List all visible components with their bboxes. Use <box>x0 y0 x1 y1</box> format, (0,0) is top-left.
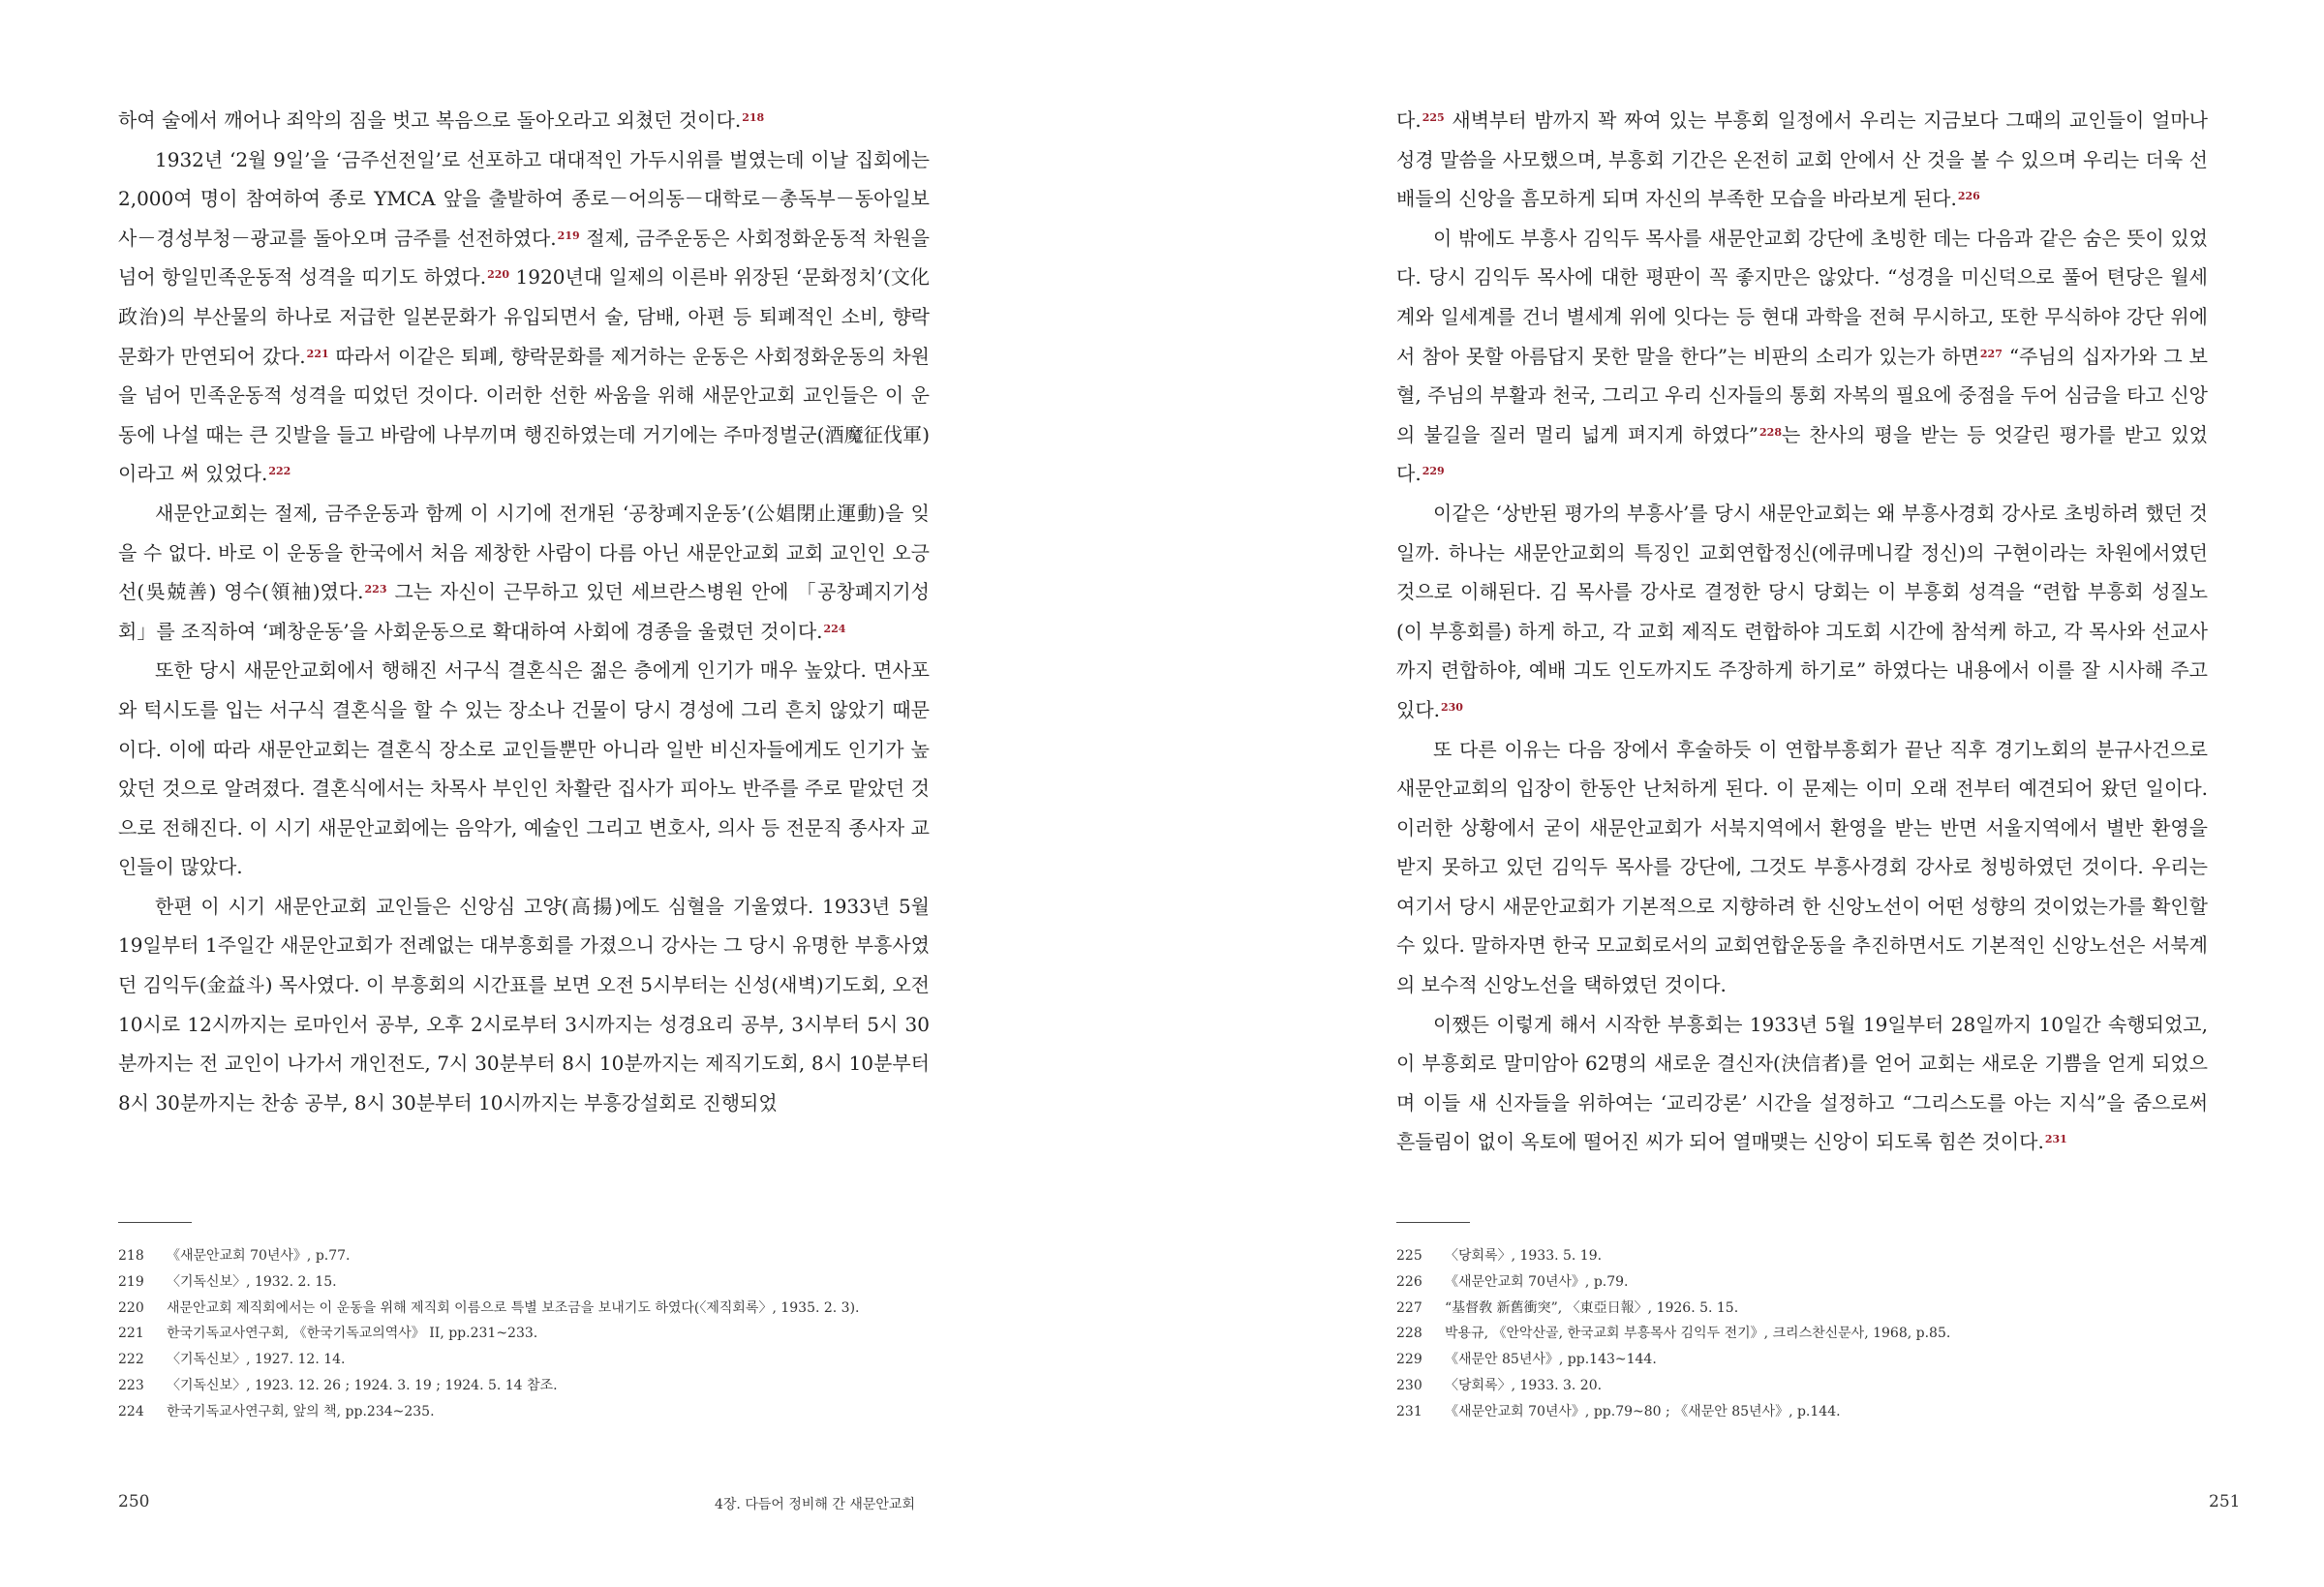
footnote-ref[interactable]: 228 <box>1759 425 1782 439</box>
right-footnotes <box>1396 1243 2210 1425</box>
right-body-text <box>1396 101 2208 1162</box>
paragraph: 또 다른 이유는 다음 장에서 후술하듯 이 연합부흥회가 끝난 직후 경기노회의 분규사건으로 새문안교회의 입장이 한동안 난처하게 된다. 이 문제는 이미 오래 전부터 예견되어 왔던 일이다. 이러한 상황에서 굳이 새문안교회가 서북지역에서 환영을 받는 반면 서울지역에서 별반 환영을 받지 못하고 있던 김익두 목사를 강단에, 그것도 부흥사경회 강사로 청빙하였던 것이다. 우리는 여기서 당시 새문안교회가 기본적으로 지향하려 한 신앙노선이 어떤 성향의 것이었는가를 확인할 수 있다. 말하자면 한국 모교회로서의 교회연합운동을 추진하면서도 기본적인 신앙노선은 서북계의 보수적 신앙노선을 택하였던 것이다. <box>1396 737 2208 997</box>
footnote: 224 한국기독교사연구회, 앞의 책, pp.234~235. <box>118 1403 435 1419</box>
footnote: 218 《새문안교회 70년사》, p.77. <box>118 1248 351 1264</box>
paragraph: 한편 이 시기 새문안교회 교인들은 신앙심 고양(高揚)에도 심혈을 기울였다. 1933년 5월 19일부터 1주일간 새문안교회가 전례없는 대부흥회를 가졌으니 강사는 그 당시 유명한 부흥사였던 김익두(金益斗) 목사였다. 이 부흥회의 시간표를 보면 오전 5시부터는 신성(새벽)기도회, 오전 10시로 12시까지는 로마인서 공부, 오후 2시로부터 3시까지는 성경요리 공부, 3시부터 5시 30분까지는 전 교인이 나가서 개인전도, 7시 30분부터 8시 10분까지는 제직기도회, 8시 10분부터 8시 30분까지는 찬송 공부, 8시 30분부터 10시까지는 부흥강설회로 진행되었 <box>118 894 930 1114</box>
footnote-ref[interactable]: 221 <box>306 347 329 360</box>
paragraph: 1932년 ‘2월 9일’을 ‘금주선전일’로 선포하고 대대적인 가두시위를 벌였는데 이날 집회에는 2,000여 명이 참여하여 종로 YMCA 앞을 출발하여 종로－어의동－대학로－총독부－동아일보사－경성부청－광교를 돌아오며 금주를 선전하였다.$^{219}$ 절제, 금주운동은 사회정화운동적 차원을 넘어 항일민족운동적 성격을 띠기도 하였다.$^{220}$ 1920년대 일제의 이른바 위장된 ‘문화정치’(文化政治)의 부산물의 하나로 저급한 일본문화가 유입되면서 술, 담배, 아편 등 퇴폐적인 소비, 향락문화가 만연되어 갔다.$^{221}$ 따라서 이같은 퇴폐, 향락문화를 제거하는 운동은 사회정화운동의 차원을 넘어 민족운동적 성격을 띠었던 것이다. 이러한 선한 싸움을 위해 새문안교회 교인들은 이 운동에 나설 때는 큰 깃발을 들고 바람에 나부끼며 행진하였는데 거기에는 주마정벌군(酒魔征伐軍)이라고 써 있었다.$^{222}$ <box>118 147 930 486</box>
left-body-text <box>118 101 930 1122</box>
footnote: 221 한국기독교사연구회, 《한국기독교의역사》 II, pp.231~233. <box>118 1326 538 1342</box>
footnote-ref[interactable]: 231 <box>2044 1133 2067 1146</box>
footnote-ref[interactable]: 218 <box>742 111 765 124</box>
footnote: 231 《새문안교회 70년사》, pp.79~80 ; 《새문안 85년사》, p.144. <box>1396 1403 1841 1419</box>
footnote: 227 “基督敎 新舊衝突”, 〈東亞日報〉, 1926. 5. 15. <box>1396 1299 1739 1316</box>
footnote-ref[interactable]: 224 <box>823 622 846 635</box>
paragraph: 또한 당시 새문안교회에서 행해진 서구식 결혼식은 젊은 층에게 인기가 매우 높았다. 면사포와 턱시도를 입는 서구식 결혼식을 할 수 있는 장소나 건물이 당시 경성에 그리 흔치 않았기 때문이다. 이에 따라 새문안교회는 결혼식 장소로 교인들뿐만 아니라 일반 비신자들에게도 인기가 높았던 것으로 알려졌다. 결혼식에서는 차목사 부인인 차활란 집사가 피아노 반주를 주로 맡았던 것으로 전해진다. 이 시기 새문안교회에는 음악가, 예술인 그리고 변호사, 의사 등 전문직 종사자 교인들이 많았다. <box>118 658 930 879</box>
footnote-ref[interactable]: 223 <box>364 583 387 596</box>
footnote: 219 〈기독신보〉, 1932. 2. 15. <box>118 1273 337 1290</box>
paragraph: 하여 술에서 깨어나 죄악의 짐을 벗고 복음으로 돌아오라고 외쳤던 것이다.$^{218}$ <box>118 108 765 132</box>
footnote: 223 〈기독신보〉, 1923. 12. 26 ; 1924. 3. 19 ; 1924. 5. 14 참조. <box>118 1377 558 1393</box>
footnote: 220 새문안교회 제직회에서는 이 운동을 위해 제직회 이름으로 특별 보조금을 보내기도 하였다(〈제직회록〉, 1935. 2. 3). <box>118 1299 860 1316</box>
footnote-divider <box>118 1222 192 1223</box>
footnote-ref[interactable]: 227 <box>1979 347 2003 360</box>
footnote-ref[interactable]: 230 <box>1441 700 1463 714</box>
paragraph: 이 밖에도 부흥사 김익두 목사를 새문안교회 강단에 초빙한 데는 다음과 같은 숨은 뜻이 있었다. 당시 김익두 목사에 대한 평판이 꼭 좋지만은 않았다. “성경을 미신덕으로 풀어 텬당은 월세계와 일세계를 건너 별세계 위에 잇다는 등 현대 과학을 전혀 무시하고, 또한 무식하야 강단 위에서 참아 못할 아름답지 못한 말을 한다”는 비판의 소리가 있는가 하면$^{227}$ “주님의 십자가와 그 보혈, 주님의 부활과 천국, 그리고 우리 신자들의 통회 자복의 필요에 중점을 두어 심금을 타고 신앙의 불길을 질러 멀리 넓게 펴지게 하였다”$^{228}$는 찬사의 평을 받는 등 엇갈린 평가를 받고 있었다.$^{229}$ <box>1396 226 2208 486</box>
footnote: 229 《새문안 85년사》, pp.143~144. <box>1396 1352 1657 1368</box>
left-footnotes <box>118 1243 932 1425</box>
paragraph: 이쨌든 이렇게 해서 시작한 부흥회는 1933년 5월 19일부터 28일까지 10일간 속행되었고, 이 부흥회로 말미암아 62명의 새로운 결신자(決信者)를 얻어 교회는 새로운 기쁨을 얻게 되었으며 이들 새 신자들을 위하여는 ‘교리강론’ 시간을 설정하고 “그리스도를 아는 지식”을 줌으로써 흔들림이 없이 옥토에 떨어진 씨가 되어 열매맺는 신앙이 되도록 힘쓴 것이다.$^{231}$ <box>1396 1012 2208 1154</box>
footnote-ref[interactable]: 226 <box>1957 190 1980 203</box>
footnote-ref[interactable]: 220 <box>487 268 510 282</box>
footnote-ref[interactable]: 222 <box>268 465 291 478</box>
footnote-ref[interactable]: 219 <box>557 229 580 242</box>
footnote-divider <box>1396 1222 1470 1223</box>
footnote: 228 박용규, 《안악산골, 한국교회 부흥목사 김익두 전기》, 크리스찬신문사, 1968, p.85. <box>1396 1326 1951 1342</box>
footnote: 230 〈당회록〉, 1933. 3. 20. <box>1396 1377 1603 1393</box>
right-page <box>1162 0 2324 1587</box>
footnote-ref[interactable]: 225 <box>1422 111 1445 124</box>
footnote: 222 〈기독신보〉, 1927. 12. 14. <box>118 1352 346 1368</box>
page-number: 250 <box>118 1492 150 1511</box>
page-number: 251 <box>2209 1492 2241 1511</box>
paragraph: 다.$^{225}$ 새벽부터 밤까지 꽉 짜여 있는 부흥회 일정에서 우리는 지금보다 그때의 교인들이 얼마나 성경 말씀을 사모했으며, 부흥회 기간은 온전히 교회 안에서 산 것을 볼 수 있으며 우리는 더욱 선배들의 신앙을 흠모하게 되며 자신의 부족한 모습을 바라보게 된다.$^{226}$ <box>1396 108 2208 211</box>
paragraph: 새문안교회는 절제, 금주운동과 함께 이 시기에 전개된 ‘공창폐지운동’(公娼閉止運動)을 잊을 수 없다. 바로 이 운동을 한국에서 처음 제창한 사람이 다름 아닌 새문안교회 교회 교인인 오긍선(吳兢善) 영수(領袖)였다.$^{223}$ 그는 자신이 근무하고 있던 세브란스병원 안에 「공창폐지기성회」를 조직하여 ‘폐창운동’을 사회운동으로 확대하여 사회에 경종을 울렸던 것이다.$^{224}$ <box>118 501 930 643</box>
footnote-ref[interactable]: 229 <box>1422 465 1445 478</box>
footnote: 225 〈당회록〉, 1933. 5. 19. <box>1396 1248 1603 1264</box>
footnote: 226 《새문안교회 70년사》, p.79. <box>1396 1273 1629 1290</box>
paragraph: 이같은 ‘상반된 평가의 부흥사’를 당시 새문안교회는 왜 부흥사경회 강사로 초빙하려 했던 것일까. 하나는 새문안교회의 특징인 교회연합정신(에큐메니칼 정신)의 구현이라는 차원에서였던 것으로 이해된다. 김 목사를 강사로 결정한 당시 당회는 이 부흥회 성격을 “련합 부흥회 성질노 (이 부흥회를) 하게 하고, 각 교회 제직도 련합하야 긔도회 시간에 참석케 하고, 각 목사와 선교사까지 련합하야, 예배 긔도 인도까지도 주장하게 하기로” 하였다는 내용에서 이를 잘 시사해 주고 있다.$^{230}$ <box>1396 501 2208 721</box>
running-head: 4장. 다듬어 정비해 간 새문안교회 <box>715 1497 915 1512</box>
